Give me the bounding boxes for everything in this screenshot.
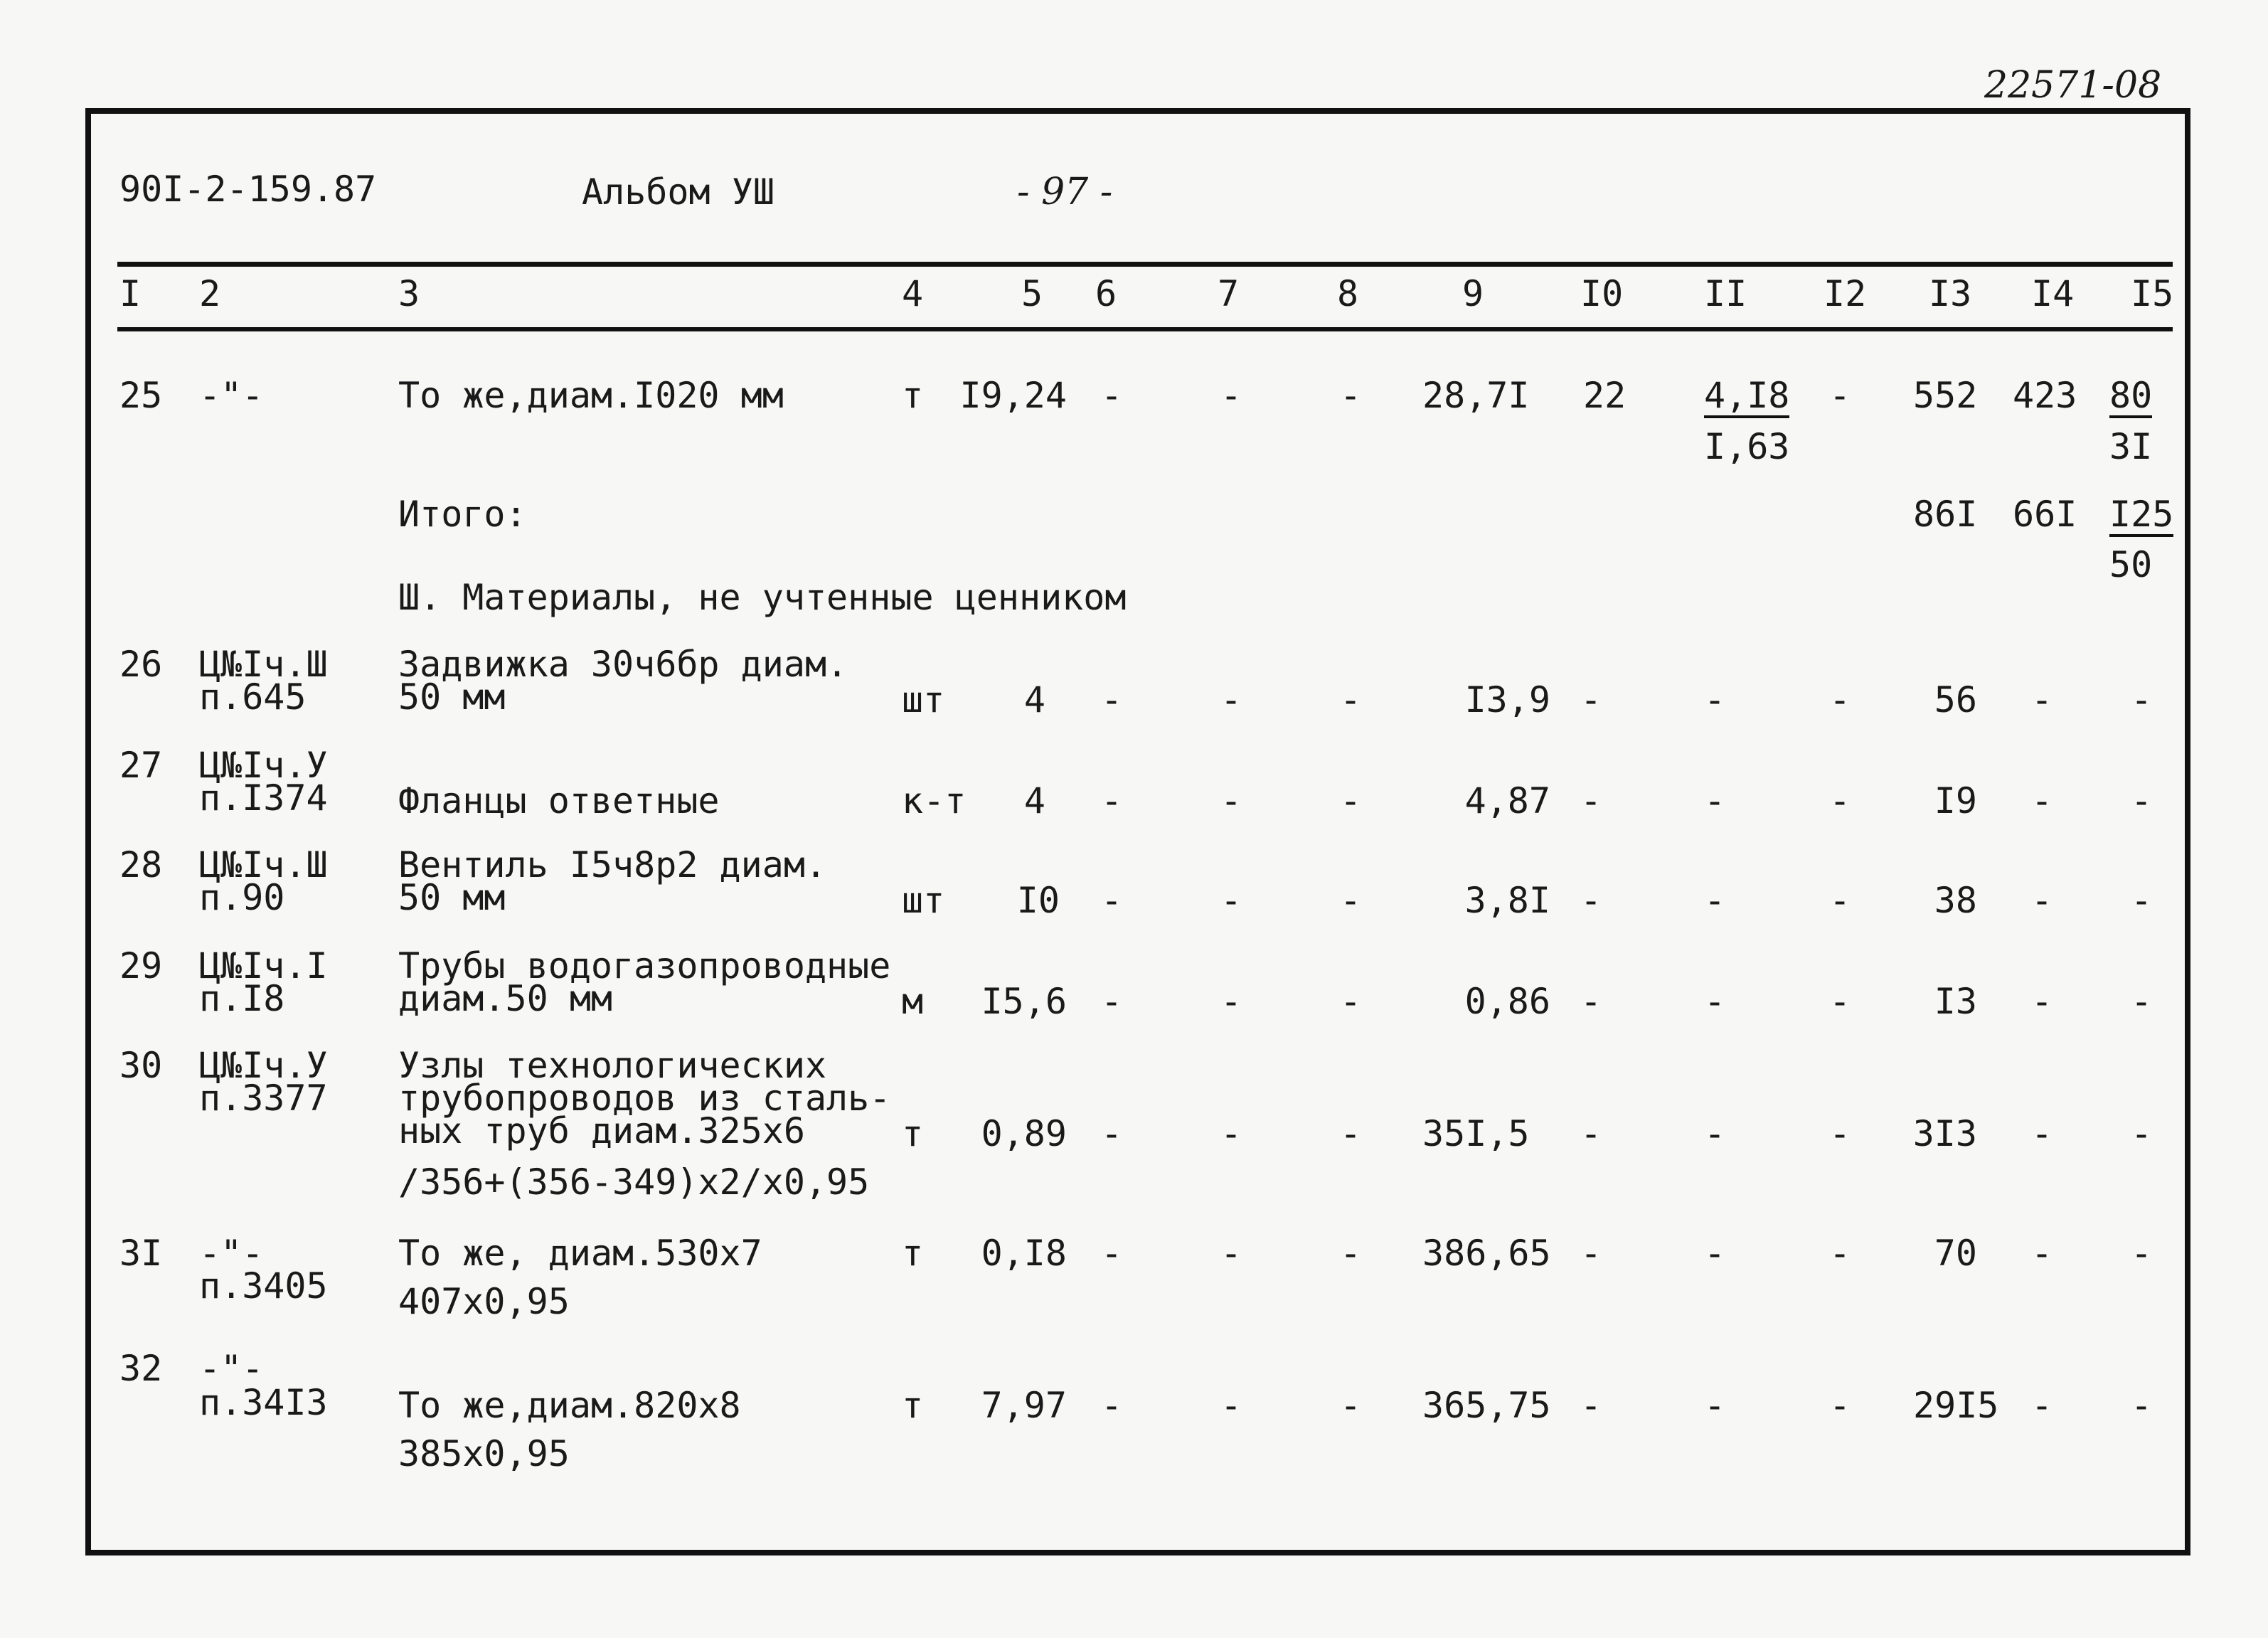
cell-c11: - [1704, 981, 1726, 1022]
row-name: То же,диам.820х8 [398, 1385, 741, 1426]
total-c15-numerator: I25 [2109, 496, 2173, 537]
cell-c11: - [1704, 780, 1726, 821]
total-c15-denominator: 50 [2109, 544, 2153, 585]
cell-c6: - [1101, 679, 1123, 720]
page-number: - 97 - [1017, 171, 1113, 213]
row-ref-item: п.I8 [199, 978, 285, 1019]
row-number: 29 [119, 945, 163, 986]
col-8: 8 [1337, 273, 1359, 314]
row-formula: 385х0,95 [398, 1433, 570, 1474]
cell-c10: - [1580, 981, 1602, 1022]
cell-c12: - [1829, 1385, 1851, 1426]
cell-c13: I3 [1934, 981, 1977, 1022]
cell-c11: - [1704, 1233, 1726, 1274]
row-ref-item: п.I374 [199, 777, 328, 819]
cell-c7: - [1220, 1233, 1242, 1274]
sheet-code: 22571-08 [1984, 64, 2162, 107]
row-qty: 0,89 [981, 1113, 1067, 1154]
row-qty: 4 [1023, 679, 1045, 720]
row-name: Трубы водогазопроводные [398, 945, 891, 986]
row-ref-item: п.90 [199, 877, 285, 918]
row-ref: Ц№Iч.Ш [199, 644, 328, 685]
row-name: Задвижка 30ч6бр диам. [398, 644, 848, 685]
row-name: То же, диам.530х7 [398, 1233, 762, 1274]
cell-c10: - [1580, 1385, 1602, 1426]
row-formula: /356+(356-349)х2/х0,95 [398, 1161, 870, 1203]
cell-c7: - [1220, 1113, 1242, 1154]
cell-c6: - [1101, 1113, 1123, 1154]
row-unit: шт [902, 880, 945, 921]
col-3: 3 [398, 273, 420, 314]
col-5: 5 [1021, 273, 1043, 314]
cell-c7: - [1220, 981, 1242, 1022]
row-ref: -"- [199, 1348, 264, 1389]
row-ref: Ц№Iч.I [199, 945, 328, 986]
cell-c13: 3I3 [1912, 1113, 1977, 1154]
cell-c9: 35I,5 [1422, 1113, 1530, 1154]
cell-c15: - [2131, 1113, 2153, 1154]
col-6: 6 [1095, 273, 1117, 314]
col-11: II [1704, 273, 1747, 314]
row-unit: т [902, 375, 924, 416]
col-14: I4 [2031, 273, 2075, 314]
row-ref-item: п.3377 [199, 1078, 328, 1119]
cell-c14: - [2031, 1113, 2053, 1154]
row-name-cont: 50 мм [398, 877, 506, 918]
cell-c14: - [2031, 1385, 2053, 1426]
cell-c7: - [1220, 880, 1242, 921]
row-unit: к-т [902, 780, 967, 821]
col-1: I [119, 273, 142, 314]
row-qty: 7,97 [981, 1385, 1067, 1426]
cell-c14: - [2031, 780, 2053, 821]
cell-c7: - [1220, 1385, 1242, 1426]
col-15: I5 [2131, 273, 2174, 314]
cell-c7: - [1220, 780, 1242, 821]
total-c14: 66I [2013, 494, 2077, 535]
row-number: 25 [119, 375, 163, 416]
cell-c7: - [1220, 375, 1242, 416]
row-qty: 4 [1023, 780, 1045, 821]
col-12: I2 [1824, 273, 1867, 314]
cell-c12: - [1829, 981, 1851, 1022]
header-rule-bottom [117, 327, 2173, 331]
row-name: Вентиль I5ч8р2 диам. [398, 844, 827, 886]
cell-c6: - [1101, 981, 1123, 1022]
row-qty: I5,6 [981, 981, 1067, 1022]
row-number: 3I [119, 1233, 163, 1274]
cell-c13: 56 [1934, 679, 1977, 720]
row-unit: т [902, 1385, 924, 1426]
cell-c10: - [1580, 1233, 1602, 1274]
cell-c15-numerator: 80 [2109, 377, 2152, 418]
cell-c6: - [1101, 375, 1123, 416]
cell-c13: 29I5 [1913, 1385, 1999, 1426]
cell-c14: - [2031, 1233, 2053, 1274]
cell-c9: 386,65 [1422, 1233, 1551, 1274]
row-formula: 407х0,95 [398, 1281, 570, 1322]
row-qty: 0,I8 [981, 1233, 1067, 1274]
cell-c11: - [1704, 880, 1726, 921]
cell-c15: - [2131, 1385, 2153, 1426]
cell-c8: - [1340, 780, 1362, 821]
row-number: 27 [119, 745, 163, 786]
row-ref: Ц№Iч.Ш [199, 844, 328, 886]
cell-c12: - [1829, 1233, 1851, 1274]
cell-c11: - [1704, 1113, 1726, 1154]
cell-c12: - [1829, 1113, 1851, 1154]
cell-c12: - [1829, 375, 1851, 416]
col-13: I3 [1929, 273, 1972, 314]
col-2: 2 [199, 273, 221, 314]
row-ref: -"- [199, 1233, 264, 1274]
cell-c11: - [1704, 1385, 1726, 1426]
cell-c12: - [1829, 780, 1851, 821]
cell-c6: - [1101, 1385, 1123, 1426]
cell-c8: - [1340, 375, 1362, 416]
row-ref: Ц№Iч.У [199, 1045, 328, 1086]
row-name-cont: 50 мм [398, 676, 506, 718]
cell-c8: - [1340, 981, 1362, 1022]
row-unit: т [902, 1113, 924, 1154]
cell-c14: - [2031, 679, 2053, 720]
cell-c13: 70 [1934, 1233, 1977, 1274]
row-ref: -"- [199, 375, 264, 416]
cell-c8: - [1340, 1385, 1362, 1426]
cell-c11: - [1704, 679, 1726, 720]
row-ref-item: п.645 [199, 676, 307, 718]
cell-c8: - [1340, 1233, 1362, 1274]
row-name: Фланцы ответные [398, 780, 720, 821]
row-qty: I9,24 [959, 375, 1067, 416]
cell-c8: - [1340, 679, 1362, 720]
cell-c15: - [2131, 1233, 2153, 1274]
cell-c15: - [2131, 679, 2153, 720]
header-rule-top [117, 262, 2173, 267]
cell-c15-denominator: 3I [2109, 426, 2153, 467]
row-qty: I0 [1016, 880, 1060, 921]
cell-c10: - [1580, 880, 1602, 921]
row-number: 26 [119, 644, 163, 685]
cell-c10: - [1580, 679, 1602, 720]
row-number: 32 [119, 1348, 163, 1389]
cell-c8: - [1340, 1113, 1362, 1154]
cell-c9: 4,87 [1464, 780, 1550, 821]
cell-c13: 552 [1913, 375, 1978, 416]
cell-c15: - [2131, 880, 2153, 921]
row-unit: м [902, 981, 924, 1022]
row-name: То же,диам.I020 мм [398, 375, 784, 416]
doc-number: 90I-2-159.87 [119, 169, 377, 210]
cell-c9: 365,75 [1422, 1385, 1551, 1426]
cell-c15: - [2131, 981, 2153, 1022]
row-name-cont: диам.50 мм [398, 978, 613, 1019]
cell-c10: 22 [1583, 375, 1627, 416]
row-name-cont: трубопроводов из сталь- [398, 1078, 891, 1119]
row-unit: шт [902, 679, 945, 720]
cell-c9: 3,8I [1464, 880, 1550, 921]
row-name-cont: ных труб диам.325х6 [398, 1110, 805, 1152]
total-c13: 86I [1913, 494, 1978, 535]
row-number: 28 [119, 844, 163, 886]
col-4: 4 [902, 273, 924, 314]
row-unit: т [902, 1233, 924, 1274]
cell-c14: - [2031, 981, 2053, 1022]
cell-c14: 423 [2013, 375, 2077, 416]
col-7: 7 [1218, 273, 1240, 314]
cell-c12: - [1829, 679, 1851, 720]
album-label: Альбом УШ [582, 171, 774, 213]
cell-c8: - [1340, 880, 1362, 921]
cell-c14: - [2031, 880, 2053, 921]
cell-c11-denominator: I,63 [1704, 426, 1790, 467]
cell-c13: I9 [1934, 780, 1977, 821]
col-9: 9 [1462, 273, 1484, 314]
page-frame [85, 108, 2190, 1555]
row-number: 30 [119, 1045, 163, 1086]
section-heading: Ш. Материалы, не учтенные ценником [398, 577, 1127, 618]
cell-c10: - [1580, 780, 1602, 821]
cell-c6: - [1101, 780, 1123, 821]
cell-c9: I3,9 [1464, 679, 1550, 720]
cell-c9: 0,86 [1464, 981, 1550, 1022]
cell-c7: - [1220, 679, 1242, 720]
row-ref-item: п.34I3 [199, 1382, 328, 1423]
cell-c9: 28,7I [1422, 375, 1530, 416]
row-ref: Ц№Iч.У [199, 745, 328, 786]
row-name: Узлы технологических [398, 1045, 827, 1086]
cell-c13: 38 [1934, 880, 1977, 921]
cell-c11-numerator: 4,I8 [1704, 377, 1789, 418]
cell-c10: - [1580, 1113, 1602, 1154]
cell-c15: - [2131, 780, 2153, 821]
cell-c6: - [1101, 880, 1123, 921]
col-10: I0 [1580, 273, 1624, 314]
cell-c12: - [1829, 880, 1851, 921]
cell-c6: - [1101, 1233, 1123, 1274]
row-ref-item: п.3405 [199, 1265, 328, 1307]
total-label: Итого: [398, 494, 527, 535]
